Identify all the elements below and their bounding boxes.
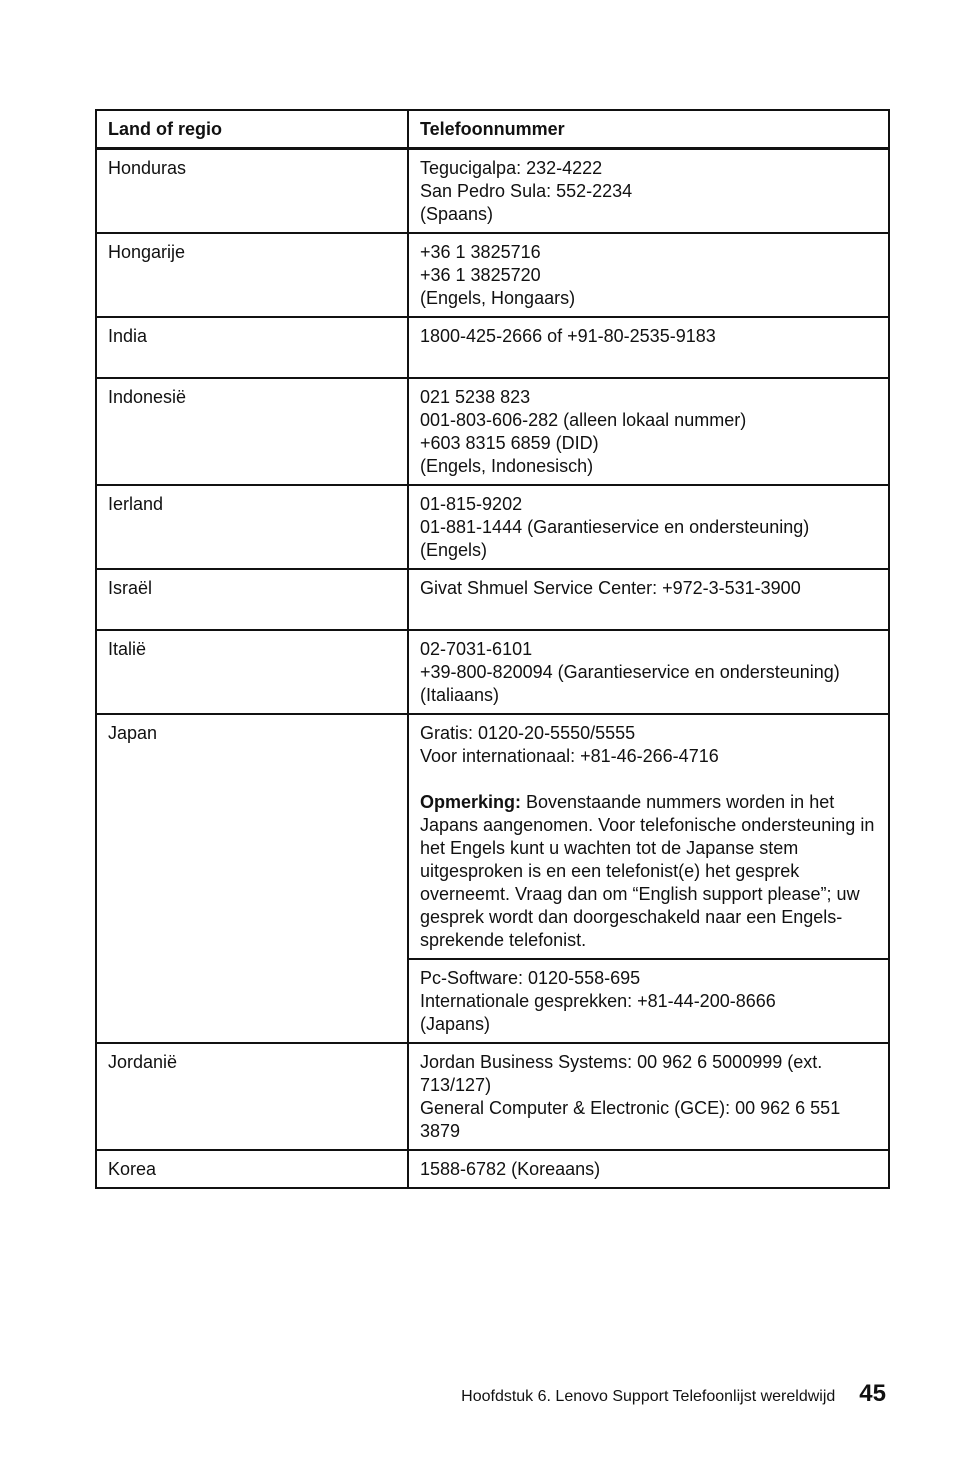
- phone-line: 001-803-606-282 (alleen lokaal nummer): [420, 410, 747, 430]
- phone-line: (Engels, Hongaars): [420, 288, 576, 308]
- phone-line: 01-881-1444 (Garantieservice en ondersteuning): [420, 517, 810, 537]
- phone-cell: [408, 485, 889, 569]
- phone-line: Tegucigalpa: 232-4222: [420, 158, 603, 178]
- column-header-country: Land of regio: [96, 110, 408, 149]
- phone-line: +36 1 3825720: [420, 265, 541, 285]
- phone-line: +36 1 3825716: [420, 242, 541, 262]
- column-header-phone: Telefoonnummer: [408, 110, 889, 149]
- table-row: [96, 1150, 889, 1188]
- phone-line: Internationale gesprekken: +81-44-200-8666: [420, 991, 776, 1011]
- phone-line: 1800-425-2666 of +91-80-2535-9183: [420, 326, 716, 346]
- phone-line: General Computer & Electronic (GCE): 00 962 6 551 3879: [420, 1098, 841, 1141]
- phone-line: (Engels, Indonesisch): [420, 456, 594, 476]
- table-row: [96, 1043, 889, 1150]
- page-number: 45: [859, 1380, 886, 1407]
- phone-line: +603 8315 6859 (DID): [420, 433, 599, 453]
- phone-line: (Spaans): [420, 204, 494, 224]
- country-cell: Honduras: [96, 149, 408, 234]
- table-row: [96, 233, 889, 317]
- phone-cell: [408, 714, 889, 959]
- phone-line: 021 5238 823: [420, 387, 531, 407]
- table-row: [96, 378, 889, 485]
- phone-cell: [408, 569, 889, 630]
- country-cell: Jordanië: [96, 1043, 408, 1150]
- phone-line: +39-800-820094 (Garantieservice en ondersteuning): [420, 662, 840, 682]
- phone-line: (Japans): [420, 1014, 491, 1034]
- table-row: [96, 485, 889, 569]
- country-cell: Korea: [96, 1150, 408, 1188]
- table-row: [96, 317, 889, 378]
- table-row: [96, 630, 889, 714]
- page-footer: [0, 1380, 886, 1408]
- phone-cell: [408, 317, 889, 378]
- phone-cell: [408, 1150, 889, 1188]
- country-cell: Ierland: [96, 485, 408, 569]
- note-text: Bovenstaande nummers worden in het Japans aangenomen. Voor telefonische ondersteuning in het Engels kunt u wachten tot de Japanse stem uitgesproken is en een telefonist(e) het gesprek overneemt. Vraag dan om “English support please”; uw gesprek wordt dan doorgeschakeld naar een Engels-sprekende telefonist.: [420, 792, 875, 950]
- phone-cell: [408, 149, 889, 234]
- phone-cell: [408, 233, 889, 317]
- phone-line: Givat Shmuel Service Center: +972-3-531-3900: [420, 578, 801, 598]
- table-row: [96, 714, 889, 959]
- country-cell: Japan: [96, 714, 408, 1043]
- phone-line: 02-7031-6101: [420, 639, 533, 659]
- phone-line: Gratis: 0120-20-5550/5555: [420, 723, 636, 743]
- phone-line: 01-815-9202: [420, 494, 523, 514]
- phone-line: 1588-6782 (Koreaans): [420, 1159, 601, 1179]
- country-cell: Hongarije: [96, 233, 408, 317]
- phone-support-table: [95, 109, 890, 1189]
- table-row: [96, 569, 889, 630]
- phone-line: San Pedro Sula: 552-2234: [420, 181, 633, 201]
- phone-line: (Engels): [420, 540, 488, 560]
- phone-line: Pc-Software: 0120-558-695: [420, 968, 641, 988]
- note-label: Opmerking:: [420, 792, 522, 812]
- phone-cell: [408, 1043, 889, 1150]
- phone-cell: [408, 378, 889, 485]
- phone-line: (Italiaans): [420, 685, 500, 705]
- country-cell: Italië: [96, 630, 408, 714]
- phone-cell: [408, 630, 889, 714]
- table-row: [96, 149, 889, 234]
- phone-line: Jordan Business Systems: 00 962 6 5000999 (ext. 713/127): [420, 1052, 823, 1095]
- chapter-title: Hoofdstuk 6. Lenovo Support Telefoonlijst wereldwijd: [461, 1388, 836, 1405]
- phone-cell: [408, 959, 889, 1043]
- country-cell: Indonesië: [96, 378, 408, 485]
- phone-line: Voor internationaal: +81-46-266-4716: [420, 746, 719, 766]
- country-cell: India: [96, 317, 408, 378]
- country-cell: Israël: [96, 569, 408, 630]
- note-paragraph: [420, 791, 877, 952]
- table-header-row: [96, 110, 889, 149]
